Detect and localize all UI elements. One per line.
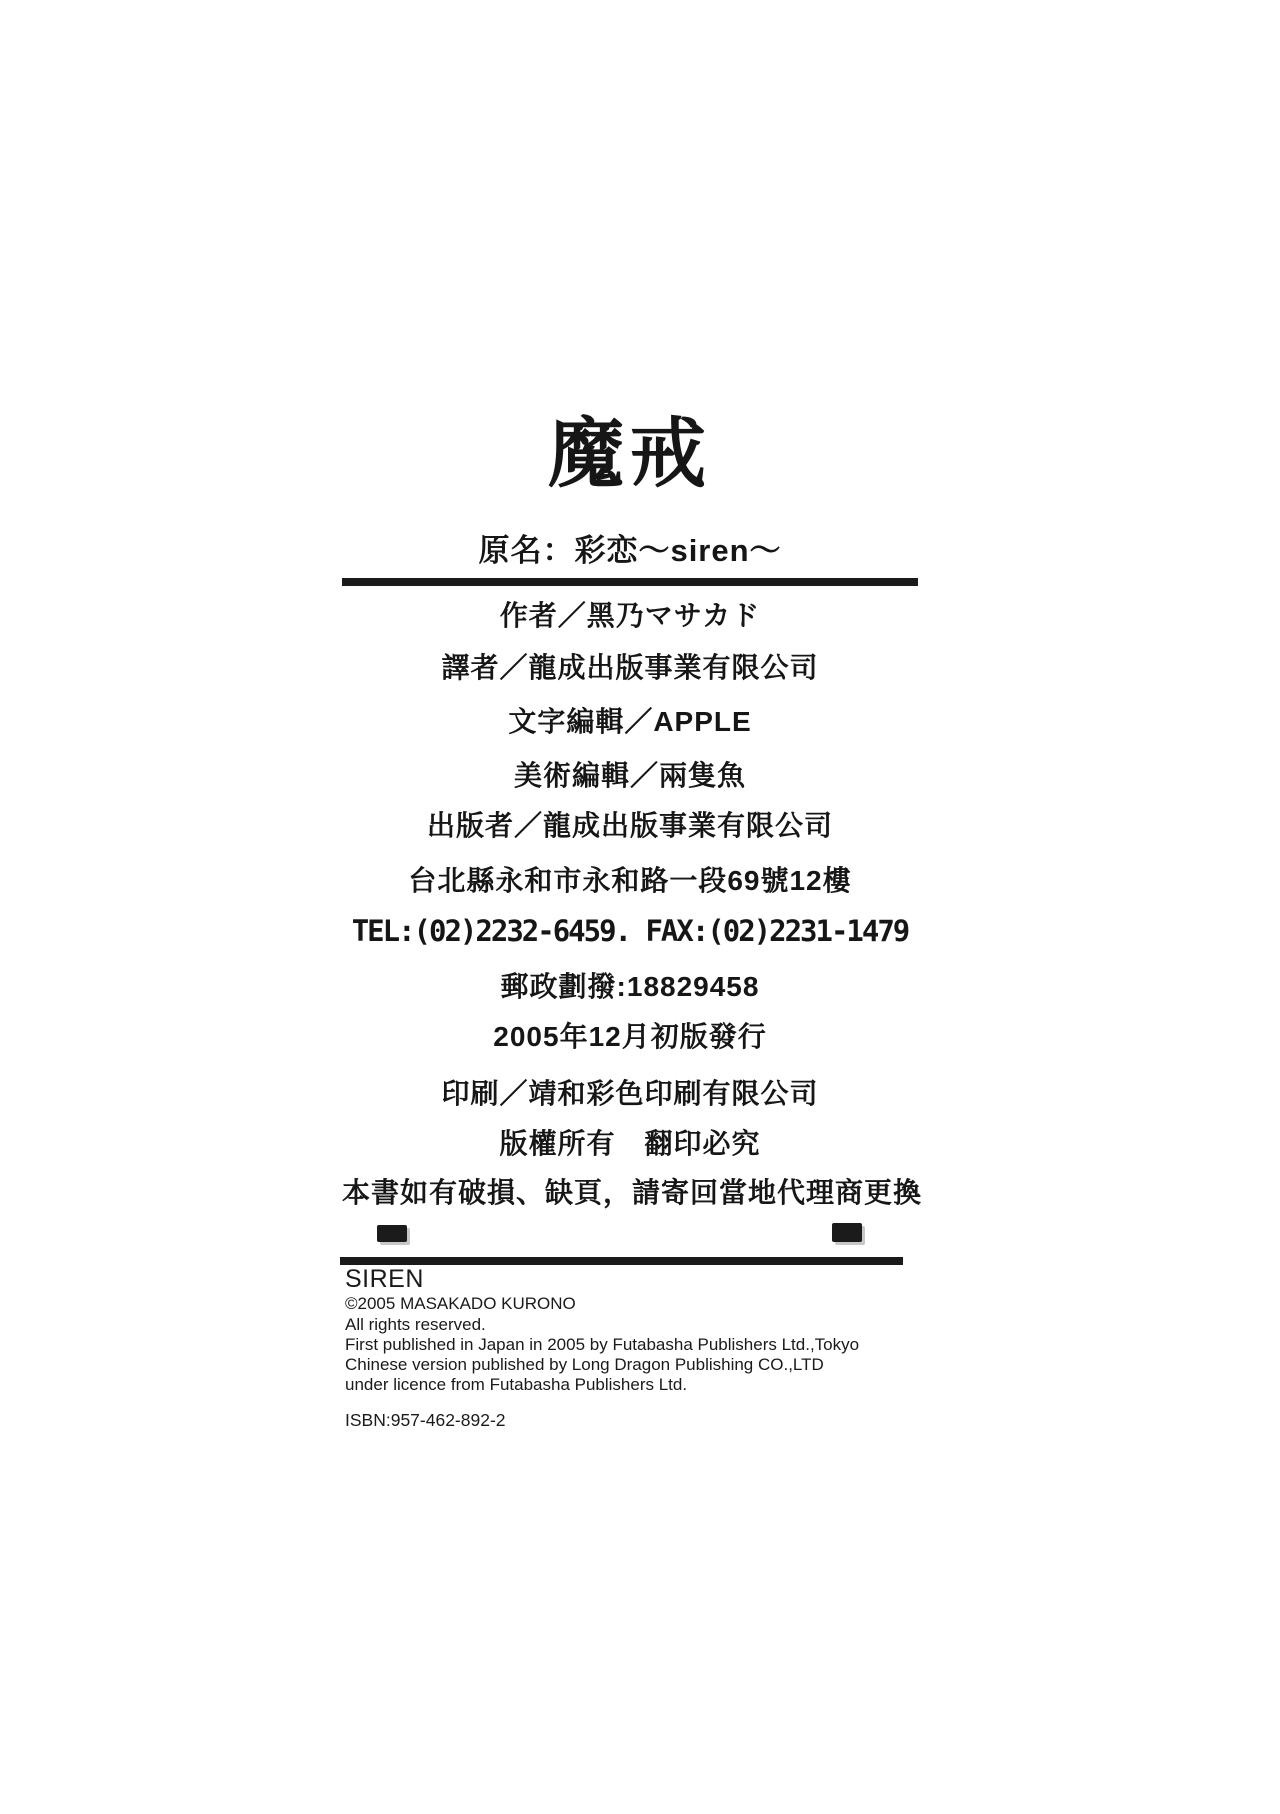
isbn: ISBN:957-462-892-2 — [345, 1410, 506, 1430]
colophon-line-author: 作者／黑乃マサカド — [499, 600, 761, 631]
colophon-line-publisher: 出版者／龍成出版事業有限公司 — [426, 810, 833, 841]
colophon-line-replacement-notice: 本書如有破損、缺頁，請寄回當地代理商更換 — [342, 1177, 923, 1208]
divider-rule-top — [342, 578, 918, 586]
colophon-line-edition-date: 2005年12月初版發行 — [493, 1021, 767, 1052]
colophon-line-translator: 譯者／龍成出版事業有限公司 — [441, 652, 819, 683]
colophon-line-address: 台北縣永和市永和路一段69號12樓 — [408, 865, 852, 896]
copyright-line-chinese-version: Chinese version published by Long Dragon Publishing CO.,LTD — [345, 1355, 824, 1374]
colophon-line-art-editor: 美術編輯／兩隻魚 — [513, 760, 746, 791]
print-mark-right — [832, 1223, 862, 1242]
colophon-line-printer: 印刷／靖和彩色印刷有限公司 — [441, 1078, 819, 1109]
colophon-line-postal-account: 郵政劃撥:18829458 — [500, 971, 760, 1002]
original-title: 原名：彩恋～siren～ — [478, 533, 782, 568]
colophon-line-rights-notice: 版權所有 翻印必究 — [499, 1128, 761, 1159]
copyright-line-rights: All rights reserved. — [345, 1315, 486, 1334]
book-title: 魔戒 — [548, 412, 712, 497]
copyright-line-author: ©2005 MASAKADO KURONO — [345, 1294, 576, 1313]
colophon-line-text-editor: 文字編輯／APPLE — [508, 706, 752, 737]
divider-rule-bottom — [340, 1257, 903, 1265]
copyright-line-licence: under licence from Futabasha Publishers Ltd. — [345, 1375, 688, 1394]
colophon-line-tel-fax: TEL:(02)2232-6459. FAX:(02)2231-1479 — [351, 914, 909, 948]
copyright-line-first-published: First published in Japan in 2005 by Futabasha Publishers Ltd.,Tokyo — [345, 1335, 860, 1354]
print-mark-left — [377, 1225, 407, 1242]
copyright-series-title: SIREN — [345, 1265, 424, 1293]
